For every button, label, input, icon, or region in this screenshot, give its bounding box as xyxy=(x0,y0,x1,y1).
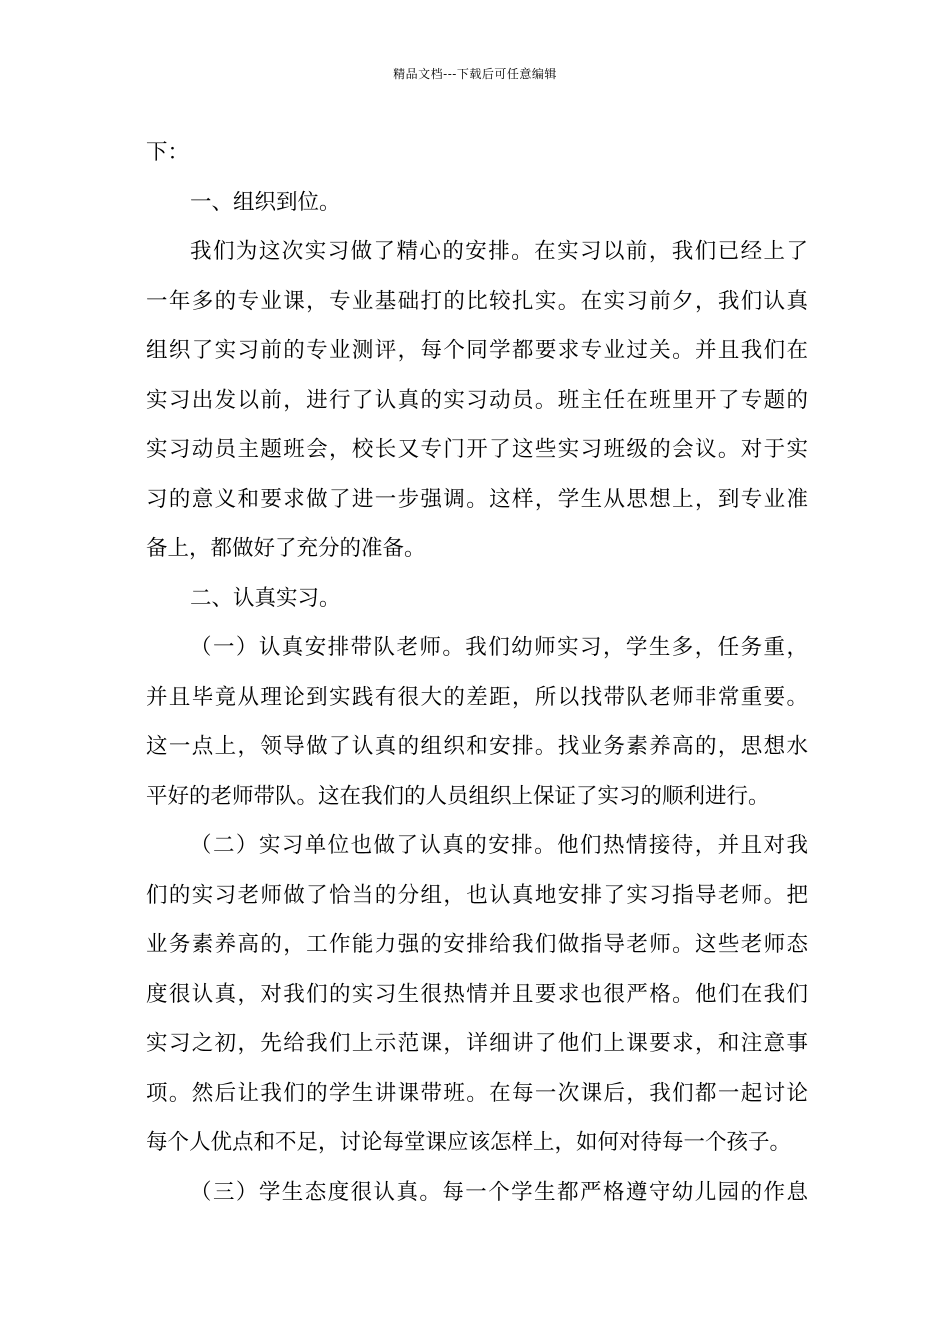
text-line: 度很认真，对我们的实习生很热情并且要求也很严格。他们在我们 xyxy=(146,981,808,1007)
text-line: 并且毕竟从理论到实践有很大的差距，所以找带队老师非常重要。 xyxy=(146,684,808,710)
text-line: 备上，都做好了充分的准备。 xyxy=(146,536,426,561)
text-line: 一、组织到位。 xyxy=(190,189,341,215)
text-line: 这一点上，领导做了认真的组织和安排。找业务素养高的，思想水 xyxy=(146,734,808,759)
text-line: 们的实习老师做了恰当的分组，也认真地安排了实习指导老师。把 xyxy=(146,882,808,908)
text-line: 实习之初，先给我们上示范课，详细讲了他们上课要求，和注意事 xyxy=(146,1031,808,1056)
text-line: （一）认真安排带队老师。我们幼师实习，学生多，任务重， xyxy=(190,635,808,660)
text-line: 实习出发以前，进行了认真的实习动员。班主任在班里开了专题的 xyxy=(146,387,808,413)
text-line: 下： xyxy=(146,140,190,165)
document-body xyxy=(146,128,808,1217)
page-header: 精品文档---下载后可任意编辑 xyxy=(393,67,557,81)
text-line: 一年多的专业课，专业基础打的比较扎实。在实习前夕，我们认真 xyxy=(146,288,808,314)
text-line: 我们为这次实习做了精心的安排。在实习以前，我们已经上了 xyxy=(190,239,808,264)
text-line: 二、认真实习。 xyxy=(190,585,341,611)
text-line: 每个人优点和不足，讨论每堂课应该怎样上，如何对待每一个孩子。 xyxy=(146,1130,792,1155)
text-line: 习的意义和要求做了进一步强调。这样，学生从思想上，到专业准 xyxy=(146,486,808,512)
text-line: （二）实习单位也做了认真的安排。他们热情接待，并且对我 xyxy=(190,833,808,858)
text-line: （三）学生态度很认真。每一个学生都严格遵守幼儿园的作息 xyxy=(190,1179,808,1205)
text-line: 业务素养高的，工作能力强的安排给我们做指导老师。这些老师态 xyxy=(146,932,808,957)
text-line: 实习动员主题班会，校长又专门开了这些实习班级的会议。对于实 xyxy=(146,437,808,462)
text-line: 项。然后让我们的学生讲课带班。在每一次课后，我们都一起讨论 xyxy=(146,1080,808,1106)
text-line: 组织了实习前的专业测评，每个同学都要求专业过关。并且我们在 xyxy=(146,338,808,363)
text-line: 平好的老师带队。这在我们的人员组织上保证了实习的顺利进行。 xyxy=(146,783,770,809)
